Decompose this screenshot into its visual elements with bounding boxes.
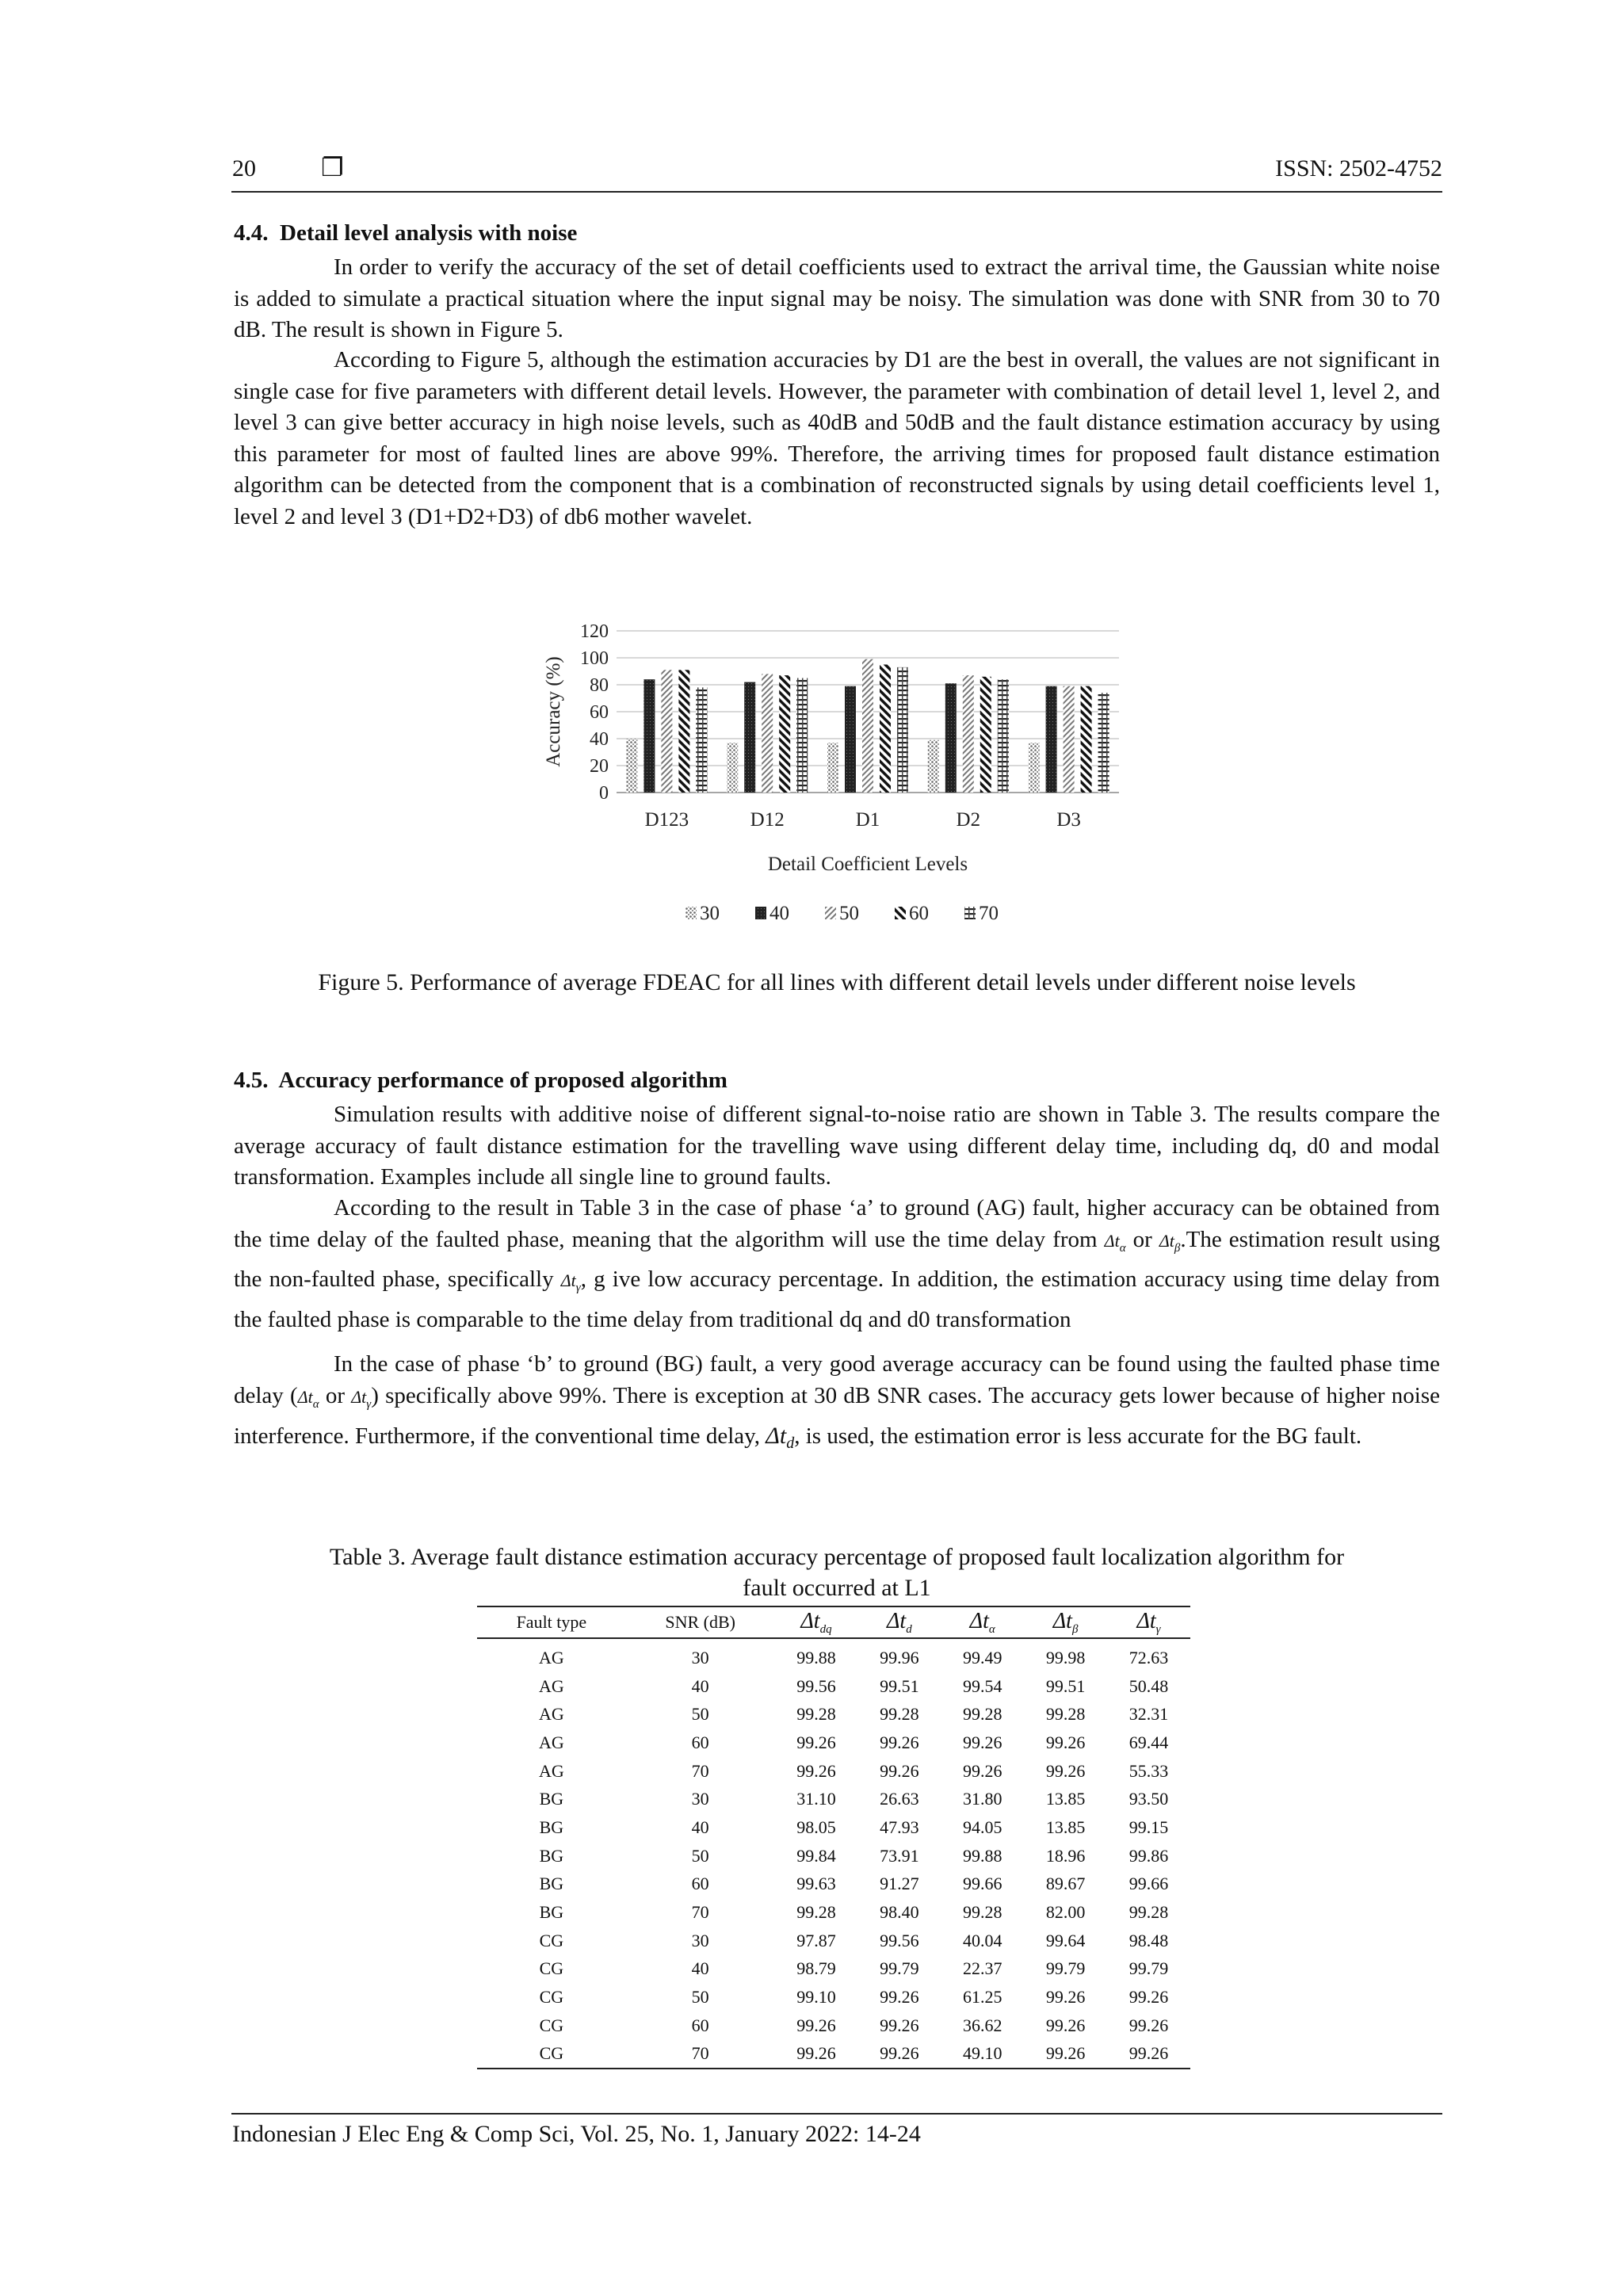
table-row — [477, 1927, 1190, 1955]
x-tick-label: D1 — [855, 809, 880, 831]
table-cell: 94.05 — [962, 1817, 1002, 1837]
table-cell: 99.26 — [1045, 1732, 1086, 1752]
legend-swatch — [825, 907, 836, 919]
table-cell: 99.86 — [1128, 1845, 1169, 1866]
table-cell: 99.28 — [796, 1704, 836, 1725]
table-cell: 98.79 — [796, 1958, 836, 1979]
bar-D1-snr-50 — [862, 659, 873, 793]
table-cell: 99.26 — [1128, 1987, 1169, 2008]
table-row — [477, 1729, 1190, 1757]
bar-D12-snr-70 — [796, 678, 808, 793]
bar-D2-snr-50 — [963, 675, 974, 793]
section-heading-4-5: 4.5. Accuracy performance of proposed algorithm — [234, 1068, 727, 1093]
math-subscript: α — [312, 1397, 319, 1411]
math-delta-t-alpha — [297, 1386, 319, 1411]
column-header-dtdq — [775, 1606, 858, 1638]
table-cell: 40.04 — [962, 1930, 1002, 1950]
y-tick-label: 120 — [580, 621, 609, 642]
bar-D123-snr-70 — [696, 687, 707, 793]
table-cell: 99.26 — [796, 1760, 836, 1781]
table-cell: 50 — [691, 1704, 709, 1725]
table-cell: 99.26 — [880, 1760, 919, 1781]
legend-label: 70 — [979, 903, 999, 924]
header-text: SNR (dB) — [665, 1612, 735, 1632]
table-cell: 40 — [691, 1817, 709, 1837]
table-cell: 99.51 — [1045, 1675, 1086, 1696]
table-cell: 47.93 — [880, 1817, 919, 1837]
bar-D123-snr-40 — [643, 679, 655, 793]
table-3-caption-line1: Table 3. Average fault distance estimation accuracy percentage of proposed fault localization algorithm for — [329, 1544, 1345, 1570]
legend-label: 30 — [700, 903, 720, 924]
text: , g ive low accuracy percentage. In addition, the estimation accuracy using time delay from the faulted phase is comparable to the time delay from traditional dq and d0 transformation — [234, 1266, 1440, 1332]
table-cell: 98.40 — [880, 1902, 919, 1923]
x-tick-label: D12 — [750, 809, 785, 831]
paragraph: In order to verify the accuracy of the set of detail coefficients used to extract the arrival time, the Gaussian white noise is added to simulate a practical situation where the input signal may be noisy. The simulation was done with SNR from 30 to 70 dB. The result is shown in Figure 5. — [234, 254, 1440, 342]
table-cell: 99.26 — [880, 1732, 919, 1752]
table-cell: 91.27 — [880, 1874, 919, 1894]
paragraph: Simulation results with additive noise of different signal-to-noise ratio are shown in Table 3. The results compare the average accuracy of fault distance estimation for the travelling wave using different delay time, including dq, d0 and modal transformation. Examples include all single line to ground faults. — [234, 1102, 1440, 1190]
table-cell: 50 — [691, 1845, 709, 1866]
column-header-dtbeta — [1024, 1606, 1107, 1638]
math-symbol: Δt — [1159, 1230, 1174, 1251]
y-axis-label: Accuracy (%) — [543, 656, 564, 767]
y-tick-label: 0 — [599, 783, 609, 804]
table-cell: 98.05 — [796, 1817, 836, 1837]
table-cell: 99.26 — [1024, 2040, 1107, 2069]
math-subscript: γ — [575, 1282, 581, 1294]
bar-chart — [531, 618, 1165, 935]
bar-D2-snr-60 — [980, 677, 991, 793]
math-delta-t-beta — [1159, 1230, 1181, 1255]
table-cell: BG — [539, 1817, 564, 1837]
bars — [626, 659, 1109, 793]
table-cell: 13.85 — [1045, 1817, 1086, 1837]
column-header-fault-type — [477, 1606, 626, 1638]
table-cell: 69.44 — [1128, 1732, 1169, 1752]
text: According to the result in Table 3 in the case of phase ‘a’ to ground (AG) fault, higher accuracy can be obtained from the time delay of the faulted phase, meaning that the algorithm will use the time delay from — [234, 1195, 1440, 1252]
figure-5-caption: Figure 5. Performance of average FDEAC for all lines with different detail levels under different noise levels — [318, 969, 1356, 995]
math-symbol: Δt — [297, 1386, 313, 1407]
table-cell: AG — [538, 1647, 564, 1668]
table-cell: 99.26 — [880, 1987, 919, 2008]
table-cell: 99.28 — [962, 1704, 1002, 1725]
table-cell: 99.96 — [880, 1647, 919, 1668]
table-cell: 70 — [691, 1760, 709, 1781]
table-cell: 99.64 — [1045, 1930, 1086, 1950]
bar-D123-snr-60 — [678, 670, 689, 793]
table-cell: 99.84 — [796, 1845, 836, 1866]
table-cell: 70 — [691, 1902, 709, 1923]
table-row — [477, 1898, 1190, 1927]
table-cell: 99.26 — [775, 2040, 858, 2069]
footer-citation: Indonesian J Elec Eng & Comp Sci, Vol. 25, No. 1, January 2022: 14-24 — [232, 2121, 921, 2147]
table-cell: 72.63 — [1128, 1647, 1169, 1668]
x-axis-label: Detail Coefficient Levels — [767, 854, 968, 875]
header-text: Fault type — [516, 1612, 587, 1632]
table-cell: 99.26 — [1107, 2040, 1190, 2069]
table-cell: BG — [539, 1874, 564, 1894]
table-cell: 99.66 — [1128, 1874, 1169, 1894]
table-cell: 99.28 — [962, 1902, 1002, 1923]
table-cell: 18.96 — [1045, 1845, 1086, 1866]
text: ) specifically above 99%. There is exception at 30 dB SNR cases. The accuracy gets lower because of higher noise interference. Furthermore, if the conventional time delay, — [234, 1382, 1440, 1449]
table-cell: 73.91 — [880, 1845, 919, 1866]
paragraph — [234, 1349, 1440, 1460]
table-cell: 93.50 — [1128, 1789, 1169, 1809]
table-row — [477, 1955, 1190, 1984]
y-tick-label: 60 — [590, 702, 609, 723]
table-row — [477, 1842, 1190, 1870]
table-cell: 31.10 — [796, 1789, 836, 1809]
math-delta-t-gamma — [351, 1386, 372, 1411]
table-3 — [477, 1606, 1190, 2069]
table-cell: 32.31 — [1128, 1704, 1169, 1725]
table-cell: 99.28 — [880, 1704, 919, 1725]
column-header-dtd — [857, 1606, 941, 1638]
table-row — [477, 1757, 1190, 1786]
table-cell: 99.63 — [796, 1874, 836, 1894]
table-cell: 40 — [691, 1675, 709, 1696]
table-cell: 99.79 — [880, 1958, 919, 1979]
bar-D123-snr-30 — [626, 739, 637, 793]
header-subscript: β — [1071, 1622, 1079, 1636]
bar-D12-snr-60 — [779, 675, 790, 793]
table-cell: CG — [539, 1987, 564, 2008]
header-symbol: Δt — [969, 1608, 989, 1633]
table-row — [477, 1813, 1190, 1842]
table-cell: 99.26 — [1045, 1987, 1086, 2008]
table-cell: 99.98 — [1045, 1647, 1086, 1668]
bar-D3-snr-50 — [1064, 686, 1075, 793]
bar-D3-snr-30 — [1029, 743, 1040, 793]
math-symbol: Δt — [1104, 1230, 1120, 1251]
table-cell: 60 — [691, 1874, 709, 1894]
header-subscript: d — [906, 1622, 912, 1636]
bar-D1-snr-70 — [897, 667, 908, 793]
table-cell: 26.63 — [880, 1789, 919, 1809]
legend-swatch — [964, 907, 976, 919]
bar-D2-snr-70 — [998, 679, 1009, 793]
paragraph — [234, 1193, 1440, 1335]
table-cell: 99.28 — [796, 1902, 836, 1923]
table-cell: 30 — [691, 1647, 709, 1668]
table-cell: CG — [477, 2040, 626, 2069]
bar-D3-snr-40 — [1046, 686, 1057, 793]
table-cell: CG — [539, 1930, 564, 1950]
legend-label: 50 — [839, 903, 859, 924]
y-tick-label: 40 — [590, 729, 609, 750]
table-cell: 99.88 — [796, 1647, 836, 1668]
table-cell: 99.15 — [1128, 1817, 1169, 1837]
bar-D12-snr-40 — [744, 682, 755, 793]
table-cell: 99.49 — [962, 1647, 1002, 1668]
table-cell: 99.28 — [1045, 1704, 1086, 1725]
page-number: 20 — [232, 155, 256, 181]
header-symbol: Δt — [1136, 1608, 1156, 1633]
text: .The estimation result using the non-faulted phase, specifically — [234, 1226, 1440, 1292]
paragraph: According to Figure 5, although the estimation accuracies by D1 are the best in overall, the values are not significant in single case for five parameters with different detail levels. However, the parameter with combination of detail level 1, level 2, and level 3 can give better accuracy in high noise levels, such as 40dB and 50dB and the fault distance estimation accuracy by using this parameter for most of faulted lines are above 99%. Therefore, the arriving times for proposed fault distance estimation algorithm can be detected from the component that is a combination of reconstructed signals by using detail coefficients level 1, level 2 and level 3 (D1+D2+D3) of db6 mother wavelet. — [234, 347, 1440, 529]
header-subscript: dq — [819, 1622, 832, 1636]
math-subscript: γ — [366, 1397, 372, 1411]
table-cell: 40 — [691, 1958, 709, 1979]
table-cell: 99.54 — [962, 1675, 1002, 1696]
table-cell: 99.26 — [962, 1760, 1002, 1781]
math-subscript: α — [1119, 1241, 1126, 1255]
table-cell: CG — [539, 1958, 564, 1979]
table-cell: AG — [538, 1675, 564, 1696]
table-cell: 55.33 — [1128, 1760, 1169, 1781]
table-cell: 60 — [691, 1732, 709, 1752]
table-row — [477, 1983, 1190, 2011]
table-header-row — [477, 1606, 1190, 1638]
math-delta-t-d — [766, 1423, 795, 1452]
table-cell: 99.51 — [880, 1675, 919, 1696]
bar-D2-snr-30 — [928, 740, 939, 793]
column-header-snr — [626, 1606, 775, 1638]
table-row — [477, 1700, 1190, 1729]
table-cell: 36.62 — [962, 2015, 1002, 2035]
table-cell: 98.48 — [1128, 1930, 1169, 1950]
table-cell: 22.37 — [962, 1958, 1002, 1979]
table-cell: 99.26 — [962, 1732, 1002, 1752]
legend-label: 60 — [909, 903, 929, 924]
math-delta-t-gamma — [560, 1270, 581, 1294]
table-row — [477, 1785, 1190, 1813]
table-cell: 31.80 — [962, 1789, 1002, 1809]
header-rule — [231, 191, 1442, 193]
math-subscript: d — [786, 1435, 795, 1452]
bar-D1-snr-40 — [845, 686, 856, 793]
section-heading-4-4: 4.4. Detail level analysis with noise — [234, 220, 578, 246]
table-cell: 99.26 — [1045, 1760, 1086, 1781]
text: , is used, the estimation error is less accurate for the BG fault. — [794, 1423, 1362, 1449]
table-cell: 99.28 — [1128, 1902, 1169, 1923]
table-row — [477, 1638, 1190, 1672]
table-cell: 99.56 — [880, 1930, 919, 1950]
bar-D2-snr-40 — [945, 683, 957, 793]
header-symbol: Δt — [1052, 1608, 1072, 1633]
legend-swatch — [755, 907, 766, 919]
table-cell: 49.10 — [941, 2040, 1024, 2069]
bar-D12-snr-50 — [762, 674, 773, 793]
column-header-dtalpha — [941, 1606, 1024, 1638]
bar-D123-snr-50 — [661, 670, 672, 793]
table-cell: CG — [539, 2015, 564, 2035]
table-cell: 99.79 — [1128, 1958, 1169, 1979]
table-cell: 99.26 — [880, 2015, 919, 2035]
x-tick-label: D3 — [1056, 809, 1081, 831]
table-cell: 60 — [691, 2015, 709, 2035]
table-cell: AG — [538, 1760, 564, 1781]
bar-D3-snr-70 — [1098, 693, 1109, 793]
y-tick-label: 20 — [590, 756, 609, 777]
table-cell: BG — [539, 1789, 564, 1809]
bar-D1-snr-30 — [827, 743, 838, 793]
issn: ISSN: 2502-4752 — [1275, 155, 1442, 181]
text: or — [319, 1382, 352, 1408]
math-symbol: Δt — [766, 1423, 787, 1449]
table-cell: 70 — [626, 2040, 775, 2069]
table-cell: 30 — [691, 1930, 709, 1950]
table-cell: 99.79 — [1045, 1958, 1086, 1979]
table-cell: 50 — [691, 1987, 709, 2008]
table-cell: 50.48 — [1128, 1675, 1169, 1696]
bar-D1-snr-60 — [880, 665, 891, 793]
table-cell: AG — [538, 1704, 564, 1725]
table-cell: AG — [538, 1732, 564, 1752]
table-cell: 30 — [691, 1789, 709, 1809]
table-cell: 97.87 — [796, 1930, 836, 1950]
math-symbol: Δt — [560, 1270, 576, 1290]
bar-D3-snr-60 — [1081, 686, 1092, 793]
column-header-dtgamma — [1107, 1606, 1190, 1638]
table-cell: 99.56 — [796, 1675, 836, 1696]
header-symbol: Δt — [800, 1608, 820, 1633]
math-subscript: β — [1174, 1241, 1181, 1255]
legend-swatch — [685, 907, 697, 919]
table-cell: BG — [539, 1902, 564, 1923]
y-tick-label: 100 — [580, 648, 609, 669]
x-tick-label: D123 — [644, 809, 689, 831]
table-row — [477, 1672, 1190, 1701]
header-symbol: Δt — [886, 1608, 907, 1633]
math-symbol: Δt — [351, 1386, 367, 1407]
math-delta-t-alpha — [1104, 1230, 1126, 1255]
table-3-caption-line2: fault occurred at L1 — [743, 1575, 931, 1601]
table-cell: 13.85 — [1045, 1789, 1086, 1809]
header-subscript: γ — [1155, 1622, 1161, 1636]
table-cell: 99.88 — [962, 1845, 1002, 1866]
table-cell: BG — [539, 1845, 564, 1866]
table-cell: 99.26 — [1045, 2015, 1086, 2035]
table-cell: 82.00 — [1045, 1902, 1086, 1923]
table-cell: 99.66 — [962, 1874, 1002, 1894]
table-row — [477, 1870, 1190, 1899]
box-icon: ❐ — [321, 152, 344, 182]
bar-D12-snr-30 — [727, 743, 738, 793]
text: or — [1125, 1226, 1159, 1252]
table-row — [477, 2011, 1190, 2040]
header-subscript: α — [988, 1622, 995, 1636]
y-tick-label: 80 — [590, 675, 609, 696]
table-cell: 99.26 — [1128, 2015, 1169, 2035]
figure-5-chart — [531, 618, 1165, 935]
table-cell: 99.26 — [796, 2015, 836, 2035]
table-body — [477, 1638, 1190, 2069]
table-cell: 61.25 — [962, 1987, 1002, 2008]
table-cell: 99.26 — [857, 2040, 941, 2069]
table-cell: 99.26 — [796, 1732, 836, 1752]
legend-swatch — [895, 907, 906, 919]
text: In the case of phase ‘b’ to ground (BG) fault, a very good average accuracy can be found using the faulted phase time delay ( — [234, 1351, 1440, 1408]
x-tick-label: D2 — [956, 809, 981, 831]
legend-label: 40 — [769, 903, 789, 924]
table-row — [477, 2040, 1190, 2069]
footer-rule — [231, 2113, 1442, 2115]
table-cell: 99.10 — [796, 1987, 836, 2008]
table-cell: 89.67 — [1045, 1874, 1086, 1894]
